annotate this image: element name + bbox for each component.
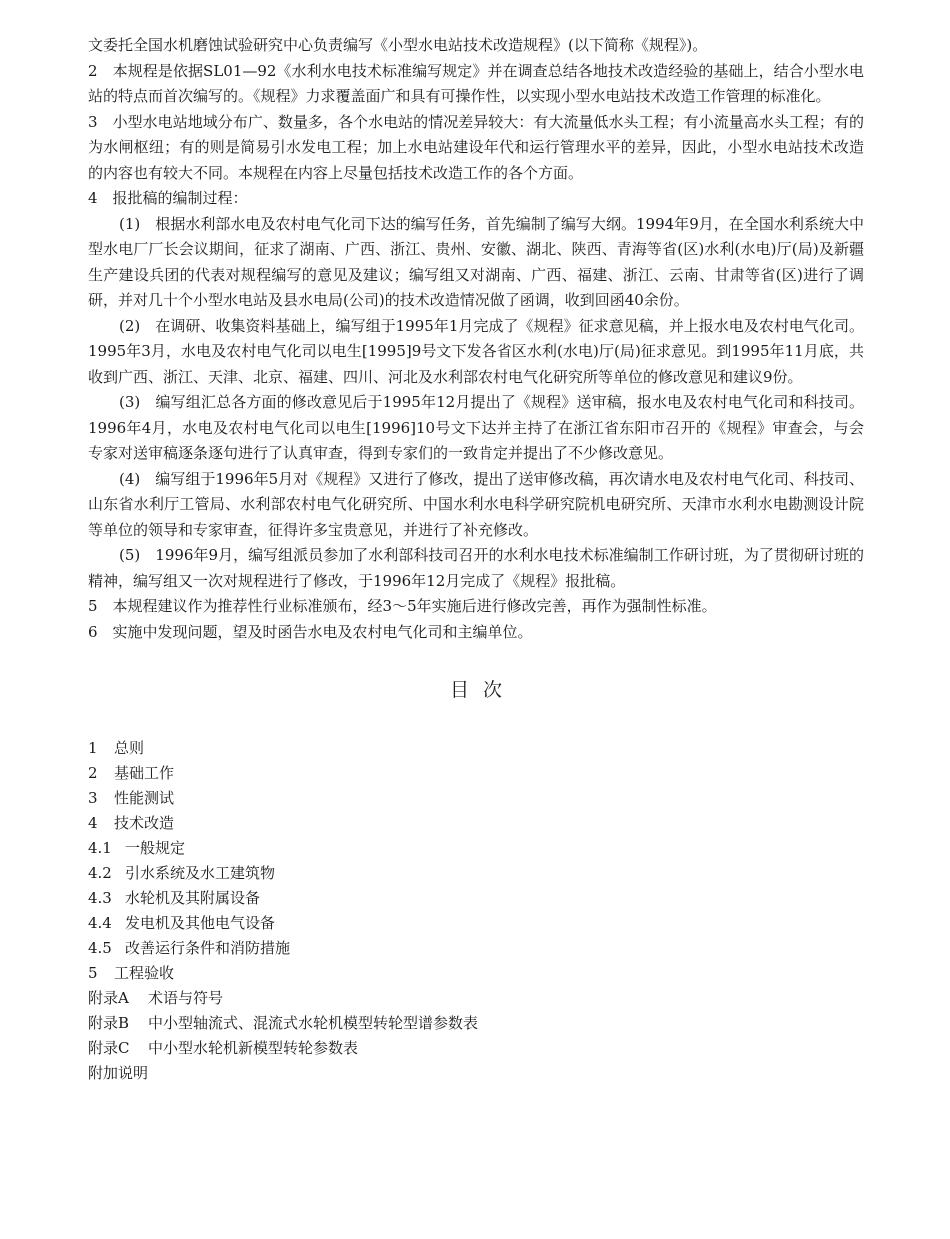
toc-item-number: 4.2 — [88, 864, 112, 882]
paragraph-step-2: (2) 在调研、收集资料基础上，编写组于1995年1月完成了《规程》征求意见稿，并上报水电及农村电气化司。1995年3月，水电及农村电气化司以电生[1995]9号文下发各省区水利(水电)厅(局)征求意见。到1995年11月底，共收到广西、浙江、天津、北京、福建、四川、河北及水利部农村电气化研究所等单位的修改意见和建议9份。 — [88, 316, 864, 386]
toc-item[interactable] — [88, 911, 864, 936]
toc-item[interactable] — [88, 961, 864, 986]
paragraph-step-5: (5) 1996年9月，编写组派员参加了水利部科技司召开的水利水电技术标准编制工作研讨班，为了贯彻研讨班的精神，编写组又一次对规程进行了修改，于1996年12月完成了《规程》报批稿。 — [88, 546, 864, 590]
toc-item[interactable] — [88, 1011, 864, 1036]
toc-item-label: 术语与符号 — [148, 989, 224, 1007]
toc-item[interactable] — [88, 1036, 864, 1061]
toc-item[interactable] — [88, 836, 864, 861]
toc-item-number: 2 — [88, 764, 98, 782]
toc-item[interactable] — [88, 736, 864, 761]
table-of-contents — [88, 736, 864, 1086]
toc-item[interactable] — [88, 761, 864, 786]
toc-item-label: 性能测试 — [114, 789, 175, 807]
toc-item-label: 发电机及其他电气设备 — [125, 914, 276, 932]
paragraph-item-5: 5 本规程建议作为推荐性行业标准颁布，经3～5年实施后进行修改完善，再作为强制性标准。 — [88, 597, 717, 615]
toc-item[interactable] — [88, 811, 864, 836]
paragraph-step-1: (1) 根据水利部水电及农村电气化司下达的编写任务，首先编制了编写大纲。1994年9月，在全国水利系统大中型水电厂厂长会议期间，征求了湖南、广西、浙江、贵州、安徽、湖北、陕西、青海等省(区)水利(水电)厅(局)及新疆生产建设兵团的代表对规程编写的意见及建议；编写组又对湖南、广西、福建、浙江、云南、甘肃等省(区)进行了调研，并对几十个小型水电站及县水电局(公司)的技术改造情况做了函调，收到回函40余份。 — [88, 214, 864, 309]
toc-item-number: 5 — [88, 964, 98, 982]
toc-item-label: 附加说明 — [88, 1064, 149, 1082]
toc-item-number: 4.1 — [88, 839, 112, 857]
toc-item-number: 4.3 — [88, 889, 112, 907]
toc-item-label: 一般规定 — [125, 839, 186, 857]
toc-item[interactable] — [88, 936, 864, 961]
paragraph-item-3: 3 小型水电站地域分布广、数量多，各个水电站的情况差异较大：有大流量低水头工程；有小流量高水头工程；有的为水闸枢纽；有的则是简易引水发电工程；加上水电站建设年代和运行管理水平的差异，因此，小型水电站技术改造的内容也有较大不同。本规程在内容上尽量包括技术改造工作的各个方面。 — [88, 112, 864, 182]
toc-item-number: 1 — [88, 739, 98, 757]
toc-item-number: 附录A — [88, 989, 129, 1007]
toc-item[interactable] — [88, 786, 864, 811]
toc-item-label: 水轮机及其附属设备 — [125, 889, 261, 907]
toc-item-number: 4.4 — [88, 914, 112, 932]
toc-item-number: 3 — [88, 789, 98, 807]
toc-item-label: 工程验收 — [114, 964, 175, 982]
paragraph-intro-continuation: 文委托全国水机磨蚀试验研究中心负责编写《小型水电站技术改造规程》(以下简称《规程》)。 — [88, 36, 708, 54]
toc-item-label: 基础工作 — [114, 764, 175, 782]
toc-item-number: 附录B — [88, 1014, 130, 1032]
toc-item[interactable] — [88, 1061, 864, 1086]
paragraph-item-6: 6 实施中发现问题，望及时函告水电及农村电气化司和主编单位。 — [88, 622, 533, 641]
toc-item-label: 中小型轴流式、混流式水轮机模型转轮型谱参数表 — [148, 1014, 479, 1032]
toc-title: 目次 — [449, 679, 516, 701]
toc-item-label: 技术改造 — [114, 814, 175, 832]
toc-item-number: 4.5 — [88, 939, 112, 957]
toc-item[interactable] — [88, 886, 864, 911]
toc-item-number: 附录C — [88, 1039, 130, 1057]
toc-item[interactable] — [88, 861, 864, 886]
toc-item-label: 总则 — [114, 739, 145, 757]
toc-item-label: 中小型水轮机新模型转轮参数表 — [148, 1039, 359, 1057]
document-page — [88, 33, 864, 1086]
paragraph-item-4: 4 报批稿的编制过程： — [88, 189, 248, 207]
toc-item-label: 改善运行条件和消防措施 — [125, 939, 291, 957]
paragraph-step-4: (4) 编写组于1996年5月对《规程》又进行了修改，提出了送审修改稿，再次请水电及农村电气化司、科技司、山东省水利厅工管局、水利部农村电气化研究所、中国水利水电科学研究院机电研究所、天津市水利水电勘测设计院等单位的领导和专家审查，征得许多宝贵意见，并进行了补充修改。 — [88, 469, 864, 539]
toc-item-number: 4 — [88, 814, 98, 832]
toc-item-label: 引水系统及水工建筑物 — [125, 864, 276, 882]
paragraph-step-3: (3) 编写组汇总各方面的修改意见后于1995年12月提出了《规程》送审稿，报水电及农村电气化司和科技司。1996年4月，水电及农村电气化司以电生[1996]10号文下达并主持了在浙江省东阳市召开的《规程》审查会，与会专家对送审稿逐条逐句进行了认真审查，得到专家们的一致肯定并提出了不少修改意见。 — [88, 393, 864, 462]
toc-item[interactable] — [88, 986, 864, 1011]
paragraph-item-2: 2 本规程是依据SL01—92《水利水电技术标准编写规定》并在调查总结各地技术改造经验的基础上，结合小型水电站的特点而首次编写的。《规程》力求覆盖面广和具有可操作性，以实现小型水电站技术改造工作管理的标准化。 — [88, 61, 864, 105]
